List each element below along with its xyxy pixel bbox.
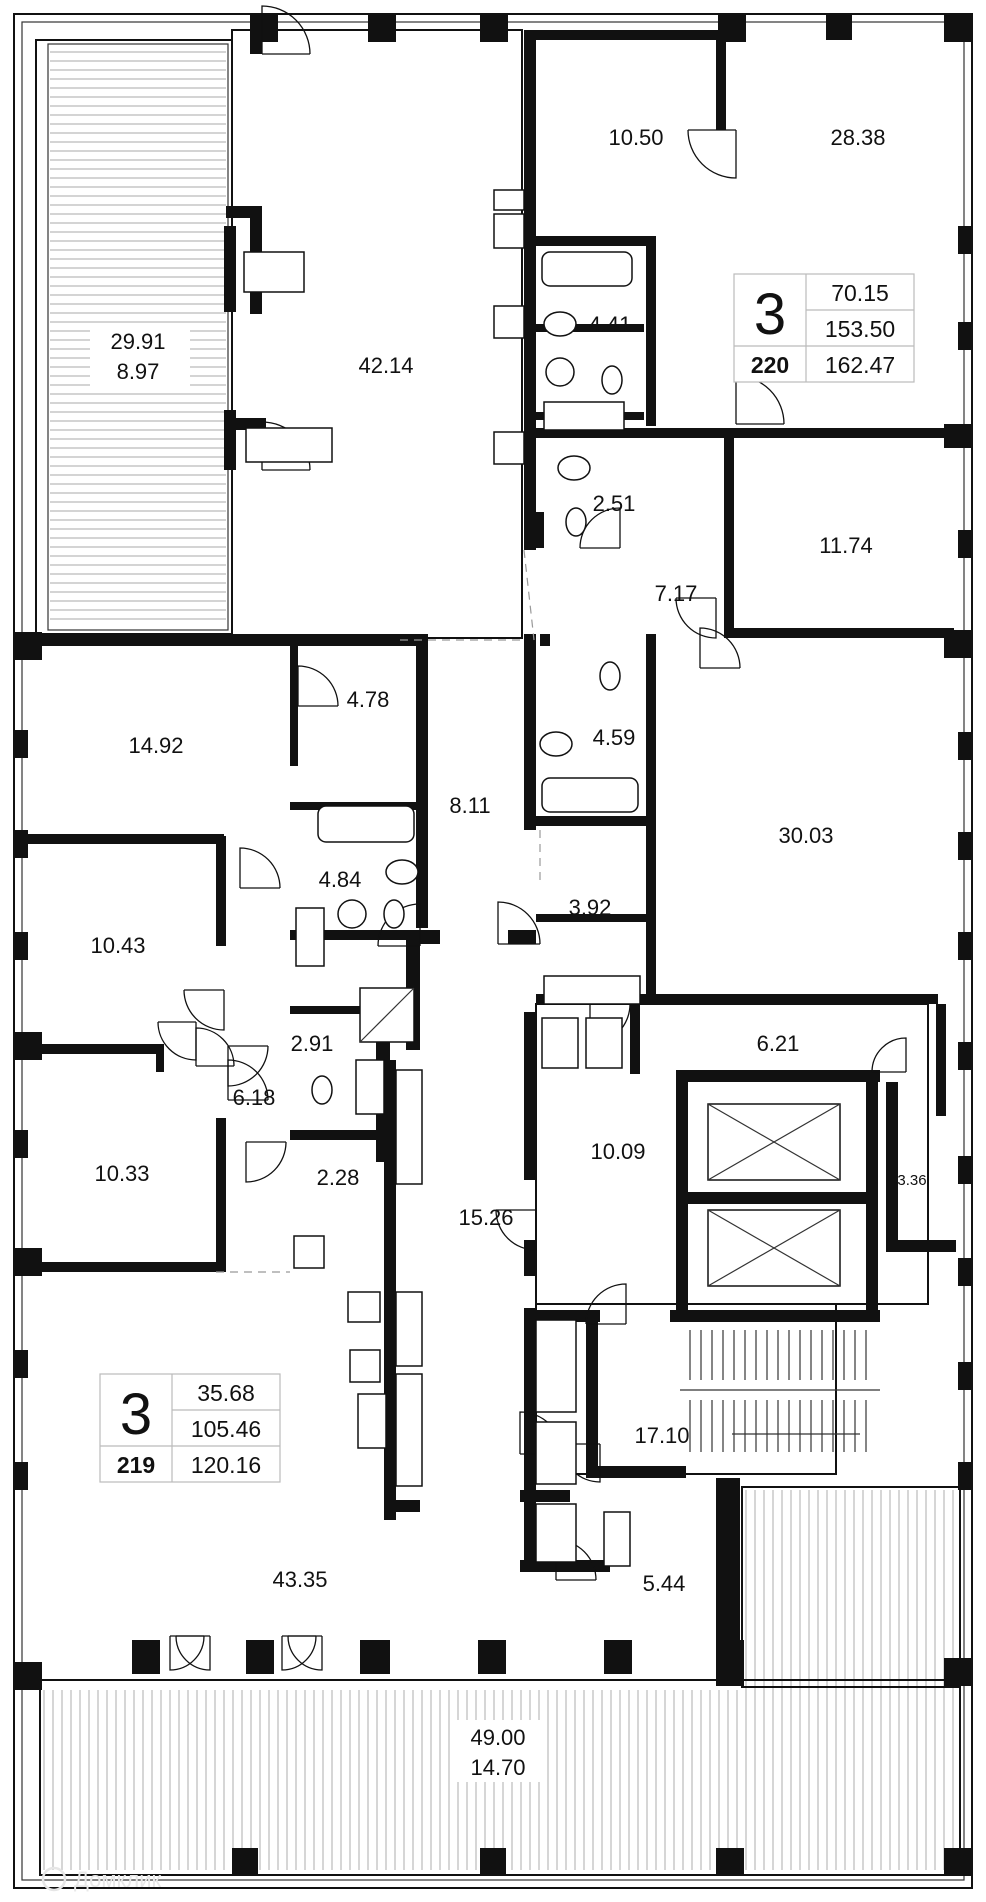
room-area-wc-291: 2.91 [290, 1031, 334, 1056]
room-area-bedroom-1050: 10.50 [608, 125, 664, 150]
washing-machine-icon [358, 1394, 386, 1448]
room-area-loggia-top: 29.91 [110, 329, 166, 354]
washing-machine-icon [544, 976, 640, 1004]
unit-220-area-living: 70.15 [831, 280, 889, 306]
room-area-kitchen-living-219: 43.35 [272, 1567, 328, 1592]
elevator-icon [708, 1104, 840, 1180]
room-area-storage-392: 3.92 [568, 895, 612, 920]
room-area-storage-228: 2.28 [316, 1165, 360, 1190]
washing-machine-icon [296, 908, 324, 966]
door-swing-icon [176, 1636, 210, 1670]
toilet-icon [312, 1076, 332, 1104]
cabinet-icon [536, 1422, 576, 1484]
elevator-icon [708, 1210, 840, 1286]
unit-219-rooms: 3 [119, 1382, 153, 1447]
utility-box-icon [246, 428, 332, 462]
room-area-stair-1710: 17.10 [634, 1423, 690, 1448]
toilet-icon [602, 366, 622, 394]
washing-machine-icon [544, 402, 624, 430]
unit-220-rooms: 3 [753, 282, 787, 347]
vent-icon [294, 1236, 324, 1268]
door-swing-icon [736, 376, 784, 424]
door-swing-icon [240, 848, 280, 888]
room-area-bath-441: 4.41 [588, 312, 632, 337]
room-area-bedroom-2838: 28.38 [830, 125, 886, 150]
door-swing-icon [246, 1142, 286, 1182]
stairs-icon [680, 1330, 880, 1452]
door-swing-icon [170, 1636, 204, 1670]
room-area-wc-251: 2.51 [592, 491, 636, 516]
kitchen-sink-icon [350, 1350, 380, 1382]
stove-icon [494, 306, 524, 338]
door-swing-icon [298, 666, 338, 706]
bidet-icon [338, 900, 366, 928]
room-area-bedroom-1043: 10.43 [90, 933, 146, 958]
sink-icon [540, 732, 572, 756]
cabinet-icon [542, 1018, 578, 1068]
door-swing-icon [872, 1038, 906, 1072]
unit-219-area-with-loggia: 120.16 [190, 1452, 262, 1478]
bidet-icon [546, 358, 574, 386]
utility-box-icon [244, 252, 304, 292]
cabinet-icon [536, 1504, 576, 1562]
room-area-hall-618: 6.18 [232, 1085, 276, 1110]
bathtub-icon [542, 252, 632, 286]
fridge-icon [494, 190, 524, 210]
unit-219-number: 219 [116, 1452, 156, 1478]
room-area-lobby-1009: 10.09 [590, 1139, 646, 1164]
door-swing-icon [288, 1636, 322, 1670]
room-area-bedroom-1033: 10.33 [94, 1161, 150, 1186]
cabinet-icon [586, 1018, 622, 1068]
room-area-hall-717: 7.17 [654, 581, 698, 606]
sink-icon [386, 860, 418, 884]
toilet-icon [566, 508, 586, 536]
watermark-text: Домклик [74, 1867, 162, 1892]
vent-icon [494, 432, 524, 464]
room-area-lobby-621: 6.21 [756, 1031, 800, 1056]
sink-icon [558, 456, 590, 480]
room-area-bath-478: 4.78 [346, 687, 390, 712]
door-swing-icon [688, 130, 736, 178]
cabinet-icon [536, 1320, 576, 1412]
cabinet-icon [396, 1374, 422, 1486]
unit-220-area-with-loggia: 162.47 [824, 352, 896, 378]
room-area-terrace-bottom-reduced: 14.70 [470, 1755, 526, 1780]
room-area-bedroom-1174: 11.74 [819, 533, 873, 558]
sink-icon [544, 312, 576, 336]
room-area-terrace-bottom: 49.00 [470, 1725, 526, 1750]
bathtub-icon [318, 806, 414, 842]
door-swing-icon [184, 990, 224, 1030]
unit-220-area-total: 153.50 [824, 316, 896, 342]
cabinet-icon [396, 1292, 422, 1366]
room-area-bath-484: 4.84 [318, 867, 362, 892]
stove-icon [348, 1292, 380, 1322]
room-area-bedroom-1492: 14.92 [128, 733, 184, 758]
room-area-room-544: 5.44 [642, 1571, 686, 1596]
toilet-icon [600, 662, 620, 690]
cabinet-icon [396, 1070, 422, 1184]
toilet-icon [384, 900, 404, 928]
room-area-corridor-1526: 15.26 [458, 1205, 514, 1230]
washing-machine-icon [356, 1060, 384, 1114]
unit-219-info [100, 1374, 280, 1482]
room-area-bedroom-3003: 30.03 [778, 823, 834, 848]
unit-219-area-living: 35.68 [197, 1380, 255, 1406]
room-area-loggia-top-reduced: 8.97 [116, 359, 160, 384]
room-area-kitchen-living-220: 42.14 [358, 353, 414, 378]
room-area-corridor-811: 8.11 [449, 793, 491, 818]
kitchen-sink-icon [494, 214, 524, 248]
washing-machine-icon [604, 1512, 630, 1566]
unit-220-number: 220 [750, 352, 790, 378]
room-area-shaft-336: 3.36 [897, 1172, 927, 1189]
unit-219-area-total: 105.46 [190, 1416, 262, 1442]
bathtub-icon [542, 778, 638, 812]
room-area-bath-459: 4.59 [592, 725, 636, 750]
unit-220-info [734, 274, 914, 382]
door-swing-icon [282, 1636, 316, 1670]
